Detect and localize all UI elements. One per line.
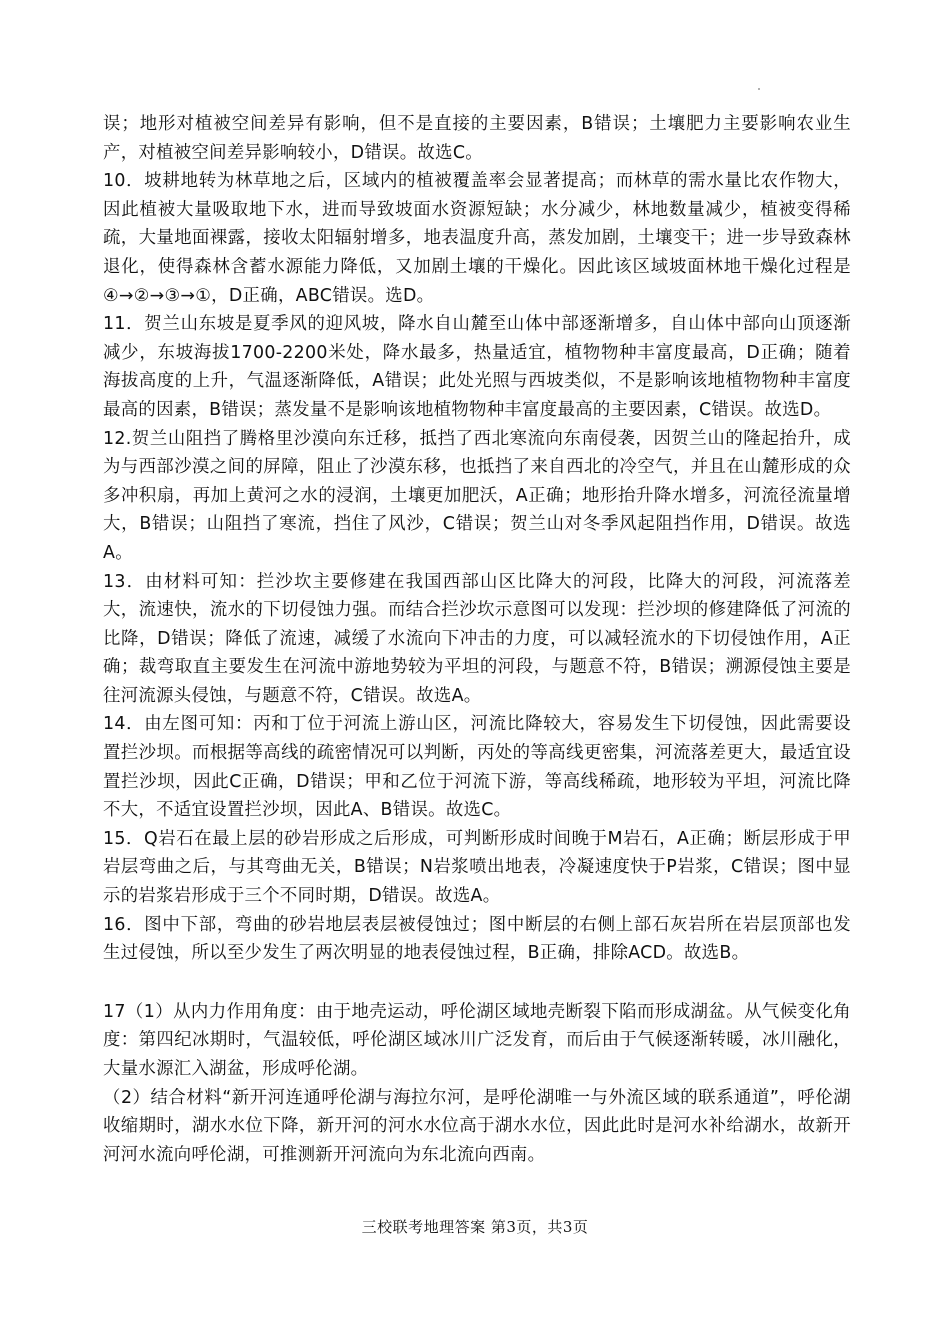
answer-9-continued: 误；地形对植被空间差异有影响，但不是直接的主要因素，B错误；土壤肥力主要影响农业生产，对植被空间差异影响较小，D错误。故选C。 [103, 114, 851, 163]
answer-11: 11．贺兰山东坡是夏季风的迎风坡，降水自山麓至山体中部逐渐增多，自山体中部向山顶逐渐减少，东坡海拔1700-2200米处，降水最多，热量适宜，植物物种丰富度最高，D正确；随着海拔高度的上升，气温逐渐降低，A错误；此处光照与西坡类似，不是影响该地植物物种丰富度最高的因素，B错误；蒸发量不是影响该地植物物种丰富度最高的主要因素，C错误。故选D。 [103, 314, 851, 420]
answer-14: 14．由左图可知：丙和丁位于河流上游山区，河流比降较大，容易发生下切侵蚀，因此需要设置拦沙坝。而根据等高线的疏密情况可以判断，丙处的等高线更密集，河流落差更大，最适宜设置拦沙坝，因此C正确，D错误；甲和乙位于河流下游，等高线稀疏，地形较为平坦，河流比降不大，不适宜设置拦沙坝，因此A、B错误。故选C。 [103, 714, 851, 821]
answer-text [103, 110, 851, 1169]
answer-15: 15．Q岩石在最上层的砂岩形成之后形成，可判断形成时间晚于M岩石，A正确；断层形成于甲岩层弯曲之后，与其弯曲无关，B错误；N岩浆喷出地表，冷凝速度快于P岩浆，C错误；图中显示的岩浆岩形成于三个不同时期，D错误。故选A。 [103, 828, 851, 907]
answer-16: 16．图中下部，弯曲的砂岩地层表层被侵蚀过；图中断层的右侧上部石灰岩所在岩层顶部也发生过侵蚀，所以至少发生了两次明显的地表侵蚀过程，B正确，排除ACD。故选B。 [103, 914, 851, 964]
answer-17-part-2: （2）结合材料“新开河连通呼伦湖与海拉尔河，是呼伦湖唯一与外流区域的联系通道”，呼伦湖收缩期时，湖水水位下降，新开河的河水水位高于湖水水位，因此此时是河水补给湖水，故新开河河水流向呼伦湖，可推测新开河流向为东北流向西南。 [103, 1087, 851, 1165]
answer-17-part-1: 17（1）从内力作用角度：由于地壳运动，呼伦湖区域地壳断裂下陷而形成湖盆。从气候变化角度：第四纪冰期时，气温较低，呼伦湖区域冰川广泛发育，而后由于气候逐渐转暖，冰川融化，大量水源汇入湖盆，形成呼伦湖。 [103, 1001, 851, 1079]
page-footer: 三校联考地理答案 第3页，共3页 [361, 1218, 589, 1236]
answer-13: 13．由材料可知：拦沙坎主要修建在我国西部山区比降大的河段，比降大的河段，河流落差大，流速快，流水的下切侵蚀力强。而结合拦沙坎示意图可以发现：拦沙坝的修建降低了河流的比降，D错误；降低了流速，减缓了水流向下冲击的力度，可以减轻流水的下切侵蚀作用，A正确；裁弯取直主要发生在河流中游地势较为平坦的河段，与题意不符，B错误；溯源侵蚀主要是往河流源头侵蚀，与题意不符，C错误。故选A。 [103, 571, 851, 706]
answer-12: 12.贺兰山阻挡了腾格里沙漠向东迁移，抵挡了西北寒流向东南侵袭，因贺兰山的隆起抬升，成为与西部沙漠之间的屏障，阻止了沙漠东移，也抵挡了来自西北的冷空气，并且在山麓形成的众多冲积扇，再加上黄河之水的浸润，土壤更加肥沃，A正确；地形抬升降水增多，河流径流量增大，B错误；山阻挡了寒流，挡住了风沙，C错误；贺兰山对冬季风起阻挡作用，D错误。故选A。 [103, 428, 851, 563]
answer-10: 10．坡耕地转为林草地之后，区域内的植被覆盖率会显著提高；而林草的需水量比农作物大，因此植被大量吸取地下水，进而导致坡面水资源短缺；水分减少，林地数量减少，植被变得稀疏，大量地面裸露，接收太阳辐射增多，地表温度升高，蒸发加剧，土壤变干；进一步导致森林退化，使得森林含蓄水源能力降低，又加剧土壤的干燥化。因此该区域坡面林地干燥化过程是④→②→③→①，D正确，ABC错误。选D。 [103, 171, 851, 306]
scan-speck [758, 88, 760, 90]
paragraph-gap [103, 968, 851, 998]
